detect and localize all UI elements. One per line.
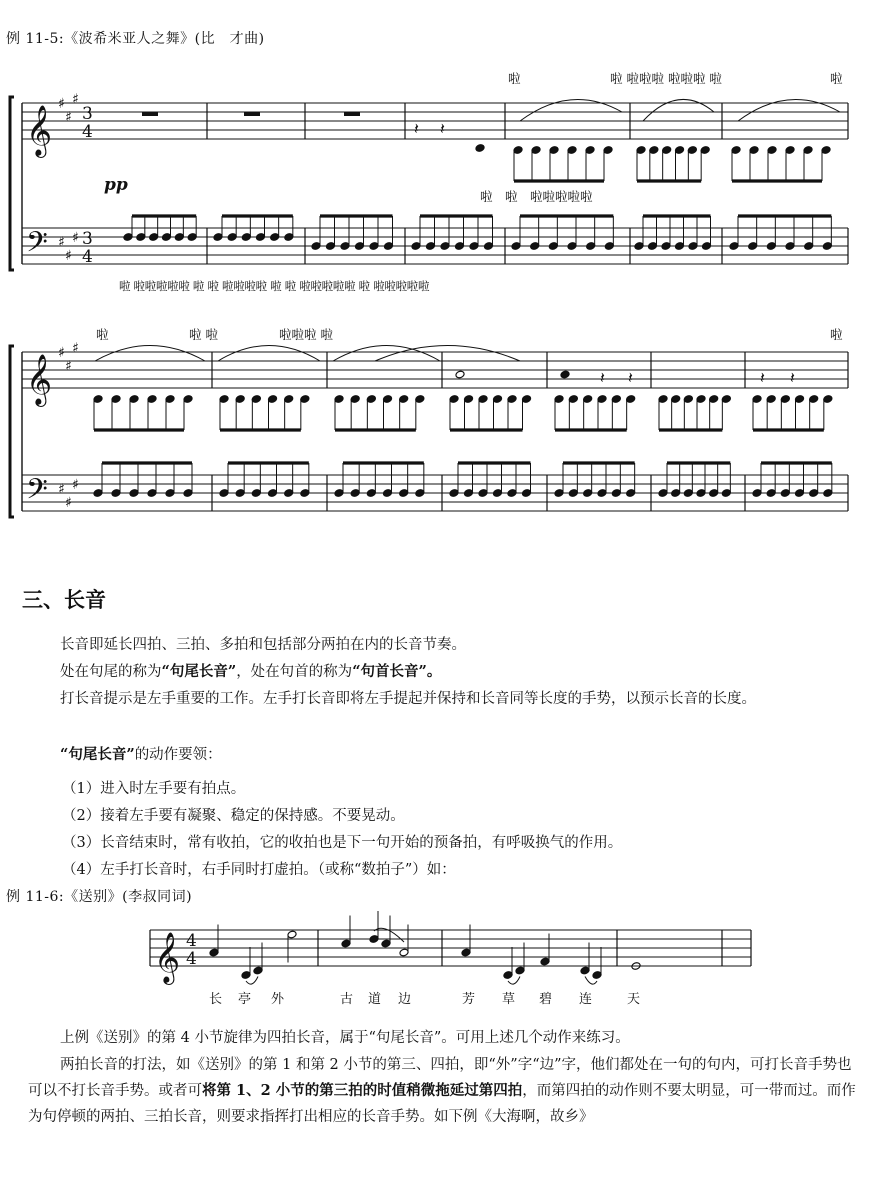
lyric-gu: 古 [340,992,354,1007]
sharp-sign: ♯ [65,109,72,126]
sharp-sign: ♯ [58,345,65,361]
time-signature-top: 3 [82,104,93,124]
lyric-dao: 道 [368,992,382,1007]
p2-text-c: ，处在句首的称为 [236,664,353,680]
p2-term-start: “句首长音”。 [352,663,442,680]
list-item-2: （2）接着左手要有凝聚、稳定的保持感。不要晃动。 [62,808,405,824]
time-signature-top: 3 [82,229,93,249]
lyric-lian: 连 [579,992,593,1007]
p4-text: 的动作要领： [134,747,222,763]
list-item-4: （4）左手打长音时，右手同时打虚拍。（或称“数拍子”）如： [62,862,456,878]
quarter-rest: 𝄽 [790,368,795,387]
list-item-3: （3）长音结束时，常有收拍，它的收拍也是下一句开始的预备拍，有呼吸换气的作用。 [62,835,623,851]
p4-term: “句尾长音” [60,746,135,763]
lyric-mid-row: 啦 啦 啦啦啦啦啦 [480,189,593,204]
lyric-fang: 芳 [462,992,476,1007]
bass-clef: 𝄢 [26,473,48,513]
lyric-bi: 碧 [539,992,553,1007]
quarter-rest: 𝄽 [414,119,419,138]
treble-clef: 𝄞 [26,354,53,405]
sharp-sign: ♯ [58,481,65,498]
closing-paragraph-1: 上例《送别》的第 4 小节旋律为四拍长音，属于“句尾长音”。可用上述几个动作来练习。 [60,1030,630,1046]
bass-clef: 𝄢 [26,226,48,266]
lyric-bian: 边 [398,992,412,1007]
quarter-rest: 𝄽 [440,119,445,138]
closing-p2-c: ，而第四拍的动作则不要太明显，可一带而过。而作为句停顿的两拍、三拍长音，则要求指挥打出相应的长音手势。如下例《大海啊，故乡》 [28,1083,856,1125]
example-11-5-caption: 例 11-5:《波希米亚人之舞》(比 才曲) [6,31,265,47]
p2-text-a: 处在句尾的称为 [60,664,162,680]
quarter-rest: 𝄽 [760,368,765,387]
sharp-sign: ♯ [72,340,79,357]
time-signature-bottom: 4 [186,949,197,969]
sharp-sign: ♯ [65,495,72,511]
sharp-sign: ♯ [72,91,79,108]
sharp-sign: ♯ [58,234,65,251]
sharp-sign: ♯ [72,230,79,246]
sharp-sign: ♯ [58,96,65,112]
lyric-wai: 外 [271,992,285,1007]
lyric-chang: 长 [209,992,223,1007]
quarter-rest: 𝄽 [628,368,633,387]
sharp-sign: ♯ [72,477,79,493]
dynamic-marking: pp [104,175,128,195]
sharp-sign: ♯ [65,248,72,264]
lyric-tian: 天 [627,992,641,1007]
time-signature-top: 4 [186,931,197,951]
lyric-sys2-4: 啦 [830,327,843,342]
lyric-sys2-3: 啦啦啦 啦 [279,327,333,342]
quarter-rest: 𝄽 [600,368,605,387]
section-title: 三、长音 [22,588,106,612]
time-signature-bottom: 4 [82,247,93,267]
list-item-1: （1）进入时左手要有拍点。 [62,781,246,797]
sharp-sign: ♯ [65,358,72,375]
lyric-bottom-row: 啦 啦啦啦啦啦 啦 啦 啦啦啦啦 啦 啦 啦啦啦啦啦 啦 啦啦啦啦啦 [119,279,430,293]
lyric-cao: 草 [502,992,516,1007]
paragraph-1: 长音即延长四拍、三拍、多拍和包括部分两拍在内的长音节奏。 [60,637,466,653]
lyric-la-2: 啦 啦啦啦 啦啦啦 啦 [610,71,722,86]
treble-clef: 𝄞 [26,105,53,156]
lyric-ting: 亭 [238,992,252,1007]
lyric-sys2-2: 啦 啦 [189,327,218,342]
time-signature-bottom: 4 [82,122,93,142]
lyric-la-3: 啦 [830,71,843,86]
paragraph-3: 打长音提示是左手重要的工作。左手打长音即将左手提起并保持和长音同等长度的手势，以预示长音的长度。 [60,691,756,707]
p2-term-end: “句尾长音” [161,663,237,680]
lyric-la-1: 啦 [508,71,521,86]
example-11-6-caption: 例 11-6:《送别》(李叔同词) [6,889,193,905]
closing-paragraph-2 [28,1052,860,1130]
closing-p2-emphasis: 将第 1、2 小节的第三拍的时值稍微拖延过第四拍 [202,1082,523,1099]
treble-clef: 𝄞 [154,932,181,983]
closing-p2-a: 两拍长音的打法，如《送别》的第 1 和第 2 小节的第三、四拍，即“外”字“边”字，他们都处在一句的句内，可打长音手势也可以不打长音手势。或者可 [28,1057,852,1099]
lyric-sys2-1: 啦 [96,327,109,342]
